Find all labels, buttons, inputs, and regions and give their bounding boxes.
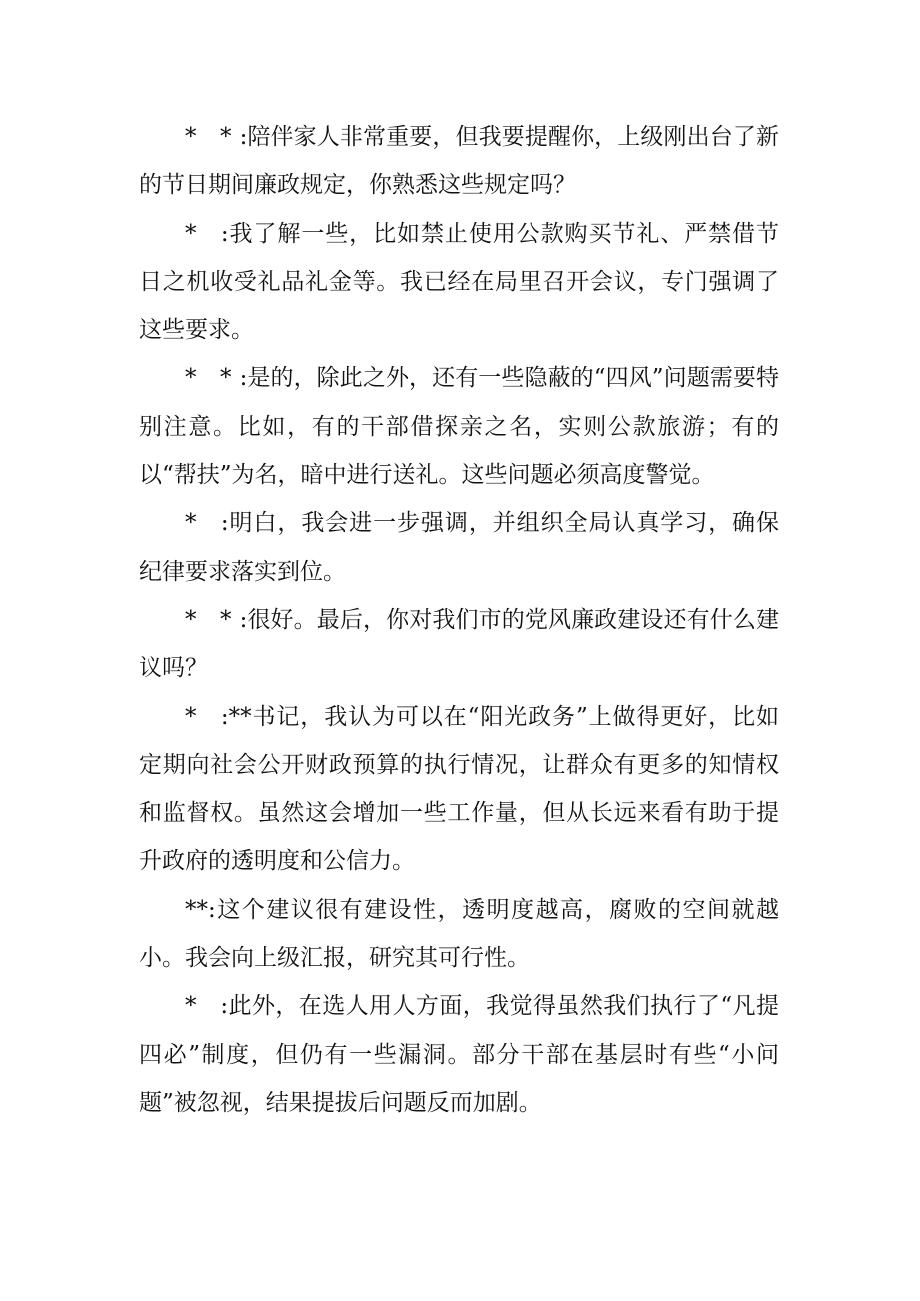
dialogue-paragraph-4 — [139, 499, 779, 596]
paragraph-text: :我了解一些，比如禁止使用公款购买节礼、严禁借节日之机收受礼品礼金等。我已经在局里召开会议，专门强调了这些要求。 — [139, 220, 779, 344]
dialogue-paragraph-2 — [139, 210, 779, 355]
speaker-label: * — [185, 703, 221, 730]
paragraph-text: :很好。最后，你对我们市的党风廉政建设还有什么建议吗？ — [139, 606, 779, 682]
dialogue-body — [139, 113, 779, 1127]
paragraph-text: :陪伴家人非常重要，但我要提醒你，上级刚出台了新的节日期间廉政规定，你熟悉这些规定吗？ — [139, 124, 779, 199]
paragraph-text: :是的，除此之外，还有一些隐蔽的“四风”问题需要特别注意。比如，有的干部借探亲之名，实则公款旅游；有的以“帮扶”为名，暗中进行送礼。这些问题必须高度警觉。 — [139, 365, 780, 489]
speaker-label: * — [185, 993, 221, 1020]
speaker-label: * * — [185, 124, 240, 150]
dialogue-paragraph-6 — [139, 693, 779, 886]
dialogue-paragraph-8 — [139, 982, 779, 1127]
paragraph-text: :这个建议很有建设性，透明度越高，腐败的空间就越小。我会向上级汇报，研究其可行性。 — [139, 896, 779, 972]
speaker-label: * * — [185, 606, 240, 633]
speaker-label: * * — [185, 365, 240, 392]
speaker-label: * — [185, 220, 221, 247]
dialogue-paragraph-1 — [139, 113, 779, 210]
dialogue-paragraph-7 — [139, 886, 779, 983]
dialogue-paragraph-5 — [139, 596, 779, 693]
dialogue-paragraph-3 — [139, 354, 779, 499]
paragraph-text: :**书记，我认为可以在“阳光政务”上做得更好，比如定期向社会公开财政预算的执行情况，让群众有更多的知情权和监督权。虽然这会增加一些工作量，但从长远来看有助于提升政府的透明度和公信力。 — [139, 703, 779, 875]
speaker-label: ** — [185, 896, 208, 923]
paragraph-text: :明白，我会进一步强调，并组织全局认真学习，确保纪律要求落实到位。 — [139, 510, 779, 585]
paragraph-text: :此外，在选人用人方面，我觉得虽然我们执行了“凡提四必”制度，但仍有一些漏洞。部分干部在基层时有些“小问题”被忽视，结果提拔后问题反而加剧。 — [139, 993, 779, 1116]
speaker-label: * — [185, 510, 221, 537]
